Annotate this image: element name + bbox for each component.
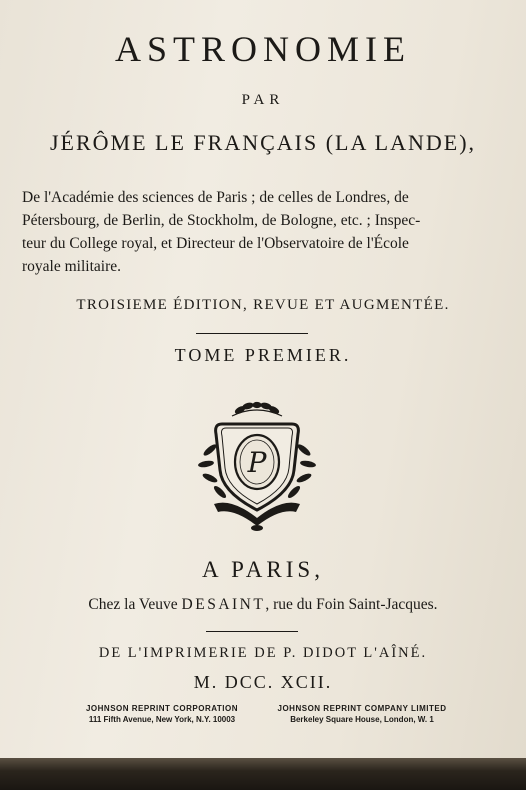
reprint-publisher-name: JOHNSON REPRINT CORPORATION [85, 704, 239, 713]
reprint-publisher-name: JOHNSON REPRINT COMPANY LIMITED [277, 704, 447, 713]
publisher-address: , rue du Foin Saint-Jacques. [265, 596, 438, 613]
printer-line: DE L'IMPRIMERIE DE P. DIDOT L'AÎNÉ. [98, 645, 428, 661]
book-title: ASTRONOMIE [114, 29, 411, 69]
imprint-city: A PARIS, [202, 557, 324, 582]
publisher-line [0, 596, 526, 614]
svg-text:P: P [247, 446, 267, 479]
reprint-publisher-uk [262, 703, 462, 725]
book-edge [0, 758, 526, 790]
reprint-publisher-us [62, 703, 262, 725]
divider-rule [196, 333, 308, 334]
affiliation-line: teur du College royal, et Directeur de l'Observatoire de l'École [22, 235, 409, 252]
affiliation-line: Pétersbourg, de Berlin, de Stockholm, de Bologne, etc. ; Inspec- [22, 212, 421, 229]
publisher-name: DESAINT [181, 596, 266, 613]
publisher-prefix: Chez la Veuve [88, 596, 182, 613]
divider-rule [206, 631, 298, 632]
affiliation-line: De l'Académie des sciences de Paris ; de celles de Londres, de [22, 189, 409, 206]
affiliation-line: royale militaire. [22, 258, 121, 275]
reprint-publisher-address: 111 Fifth Avenue, New York, N.Y. 10003 [88, 715, 236, 724]
by-line: PAR [241, 92, 285, 108]
volume-title: TOME PREMIER. [174, 345, 352, 365]
publication-date: M. DCC. XCII. [193, 672, 333, 692]
monogram-crest-icon [192, 400, 322, 535]
author-name: JÉRÔME LE FRANÇAIS (LA LANDE), [49, 130, 477, 155]
author-affiliation [22, 186, 508, 278]
reprint-publisher-address: Berkeley Square House, London, W. 1 [290, 715, 434, 724]
edition-statement: TROISIEME ÉDITION, REVUE ET AUGMENTÉE. [76, 297, 450, 313]
